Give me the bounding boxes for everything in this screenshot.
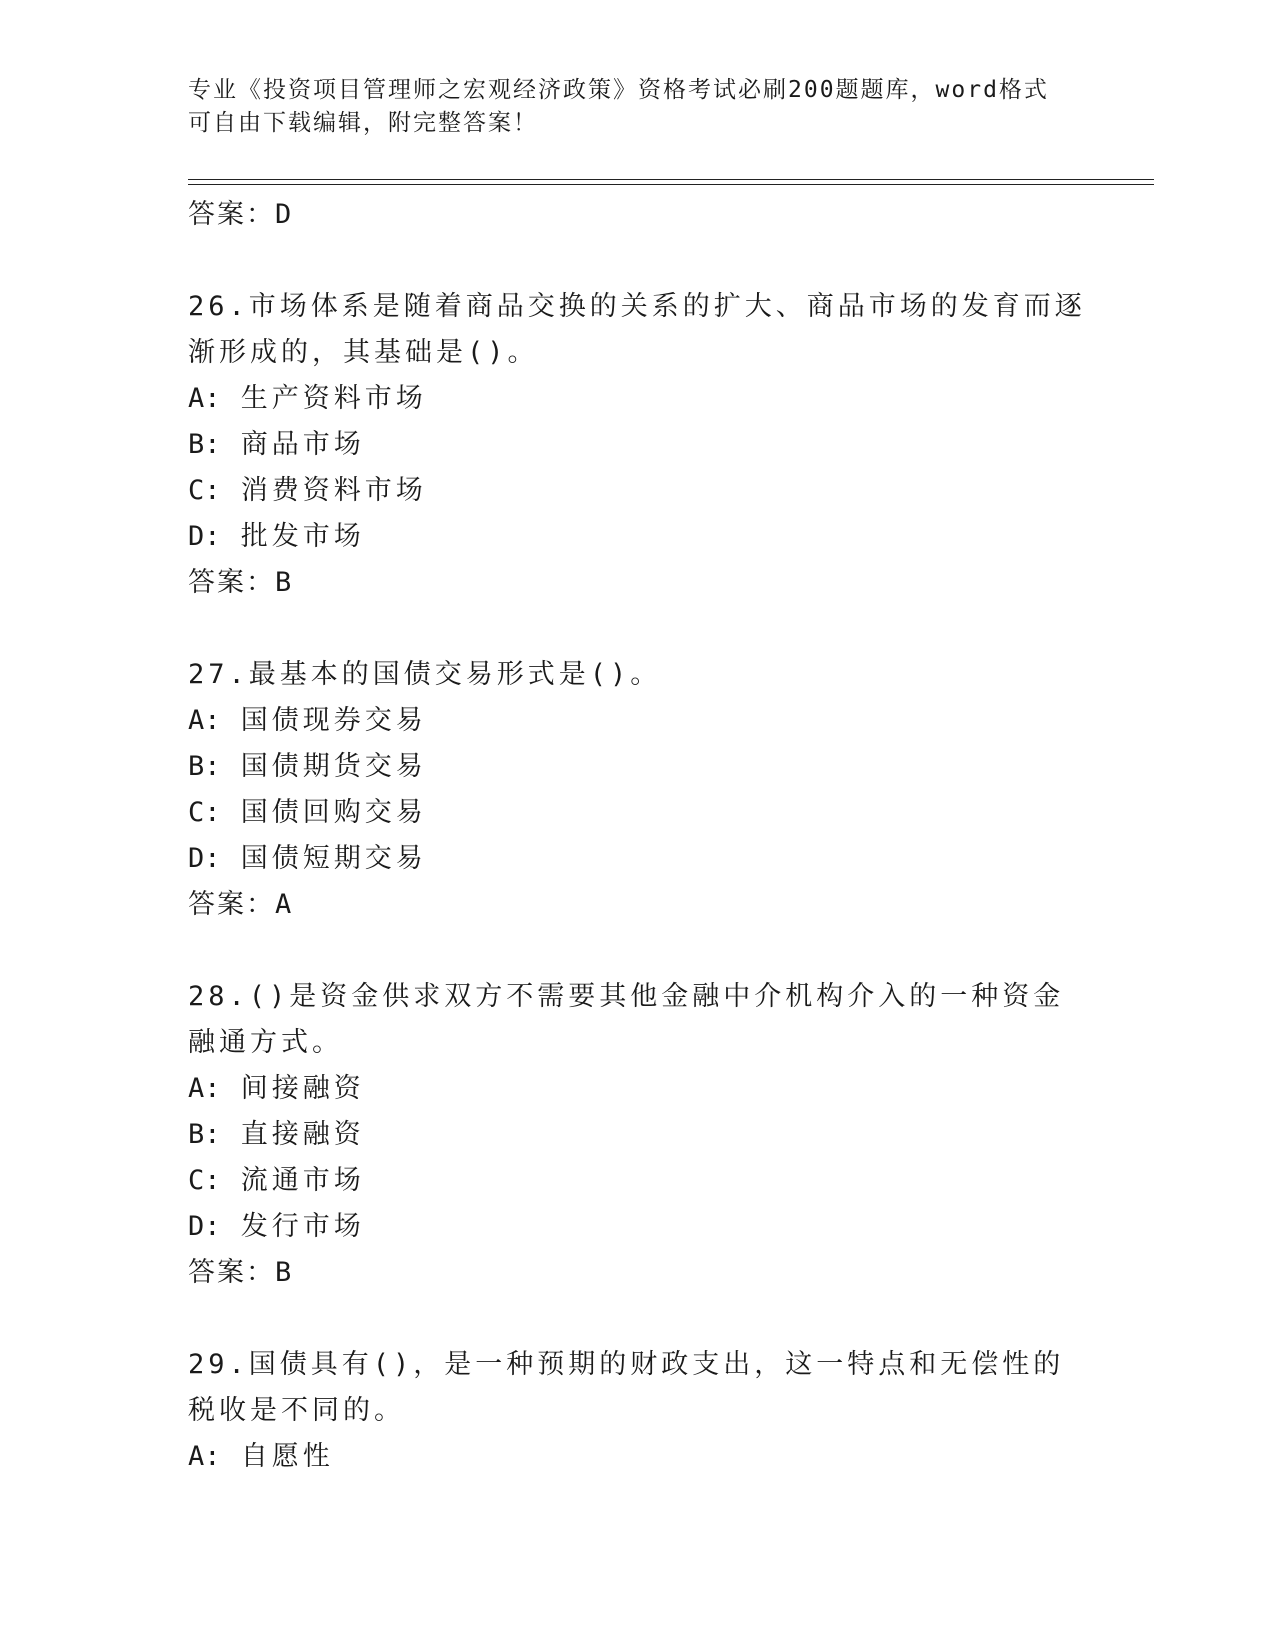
option-line [188, 1158, 1088, 1204]
option-key: B: [188, 429, 221, 460]
option-text: 国债期货交易 [240, 751, 427, 782]
option-text: 批发市场 [240, 521, 365, 552]
option-key: C: [188, 797, 221, 828]
option-key: D: [188, 521, 221, 552]
option-line [188, 744, 1088, 790]
option-key: A: [188, 705, 221, 736]
option-text: 直接融资 [240, 1119, 365, 1150]
option-key: C: [188, 475, 221, 506]
option-text: 国债回购交易 [240, 797, 427, 828]
page-header: 专业《投资项目管理师之宏观经济政策》资格考试必刷200题题库，word格式可自由下载编辑，附完整答案！ [188, 77, 1049, 136]
question-text: 26.市场体系是随着商品交换的关系的扩大、商品市场的发育而逐渐形成的，其基础是()。 [188, 291, 1086, 368]
question-block [188, 1342, 1088, 1480]
header-divider-bottom [188, 184, 1154, 185]
option-key: A: [188, 1073, 221, 1104]
option-key: A: [188, 383, 221, 414]
option-line [188, 698, 1088, 744]
option-text: 生产资料市场 [240, 383, 427, 414]
option-line [188, 376, 1088, 422]
option-text: 商品市场 [240, 429, 365, 460]
answer-line: 答案：B [188, 567, 294, 598]
option-key: D: [188, 843, 221, 874]
option-key: A: [188, 1441, 221, 1472]
option-text: 国债短期交易 [240, 843, 427, 874]
answer-line: 答案：B [188, 1257, 294, 1288]
option-key: B: [188, 1119, 221, 1150]
option-text: 间接融资 [240, 1073, 365, 1104]
answer-line: 答案：D [188, 199, 294, 230]
question-list [188, 192, 1088, 1480]
question-text: 27.最基本的国债交易形式是()。 [188, 659, 662, 690]
option-text: 发行市场 [240, 1211, 365, 1242]
question-block [188, 284, 1088, 606]
option-text: 自愿性 [240, 1441, 334, 1472]
option-line [188, 836, 1088, 882]
option-key: D: [188, 1211, 221, 1242]
option-line [188, 1112, 1088, 1158]
answer-line: 答案：A [188, 889, 294, 920]
option-key: C: [188, 1165, 221, 1196]
option-line [188, 1066, 1088, 1112]
question-block [188, 974, 1088, 1296]
option-text: 消费资料市场 [240, 475, 427, 506]
question-text: 29.国债具有()，是一种预期的财政支出，这一特点和无偿性的税收是不同的。 [188, 1349, 1065, 1426]
question-block [188, 652, 1088, 928]
option-text: 国债现券交易 [240, 705, 427, 736]
option-line [188, 790, 1088, 836]
option-line [188, 1204, 1088, 1250]
option-line [188, 1434, 1088, 1480]
option-text: 流通市场 [240, 1165, 365, 1196]
option-key: B: [188, 751, 221, 782]
option-line [188, 422, 1088, 468]
question-text: 28.()是资金供求双方不需要其他金融中介机构介入的一种资金融通方式。 [188, 981, 1065, 1058]
option-line [188, 468, 1088, 514]
header-divider-top [188, 179, 1154, 180]
option-line [188, 514, 1088, 560]
